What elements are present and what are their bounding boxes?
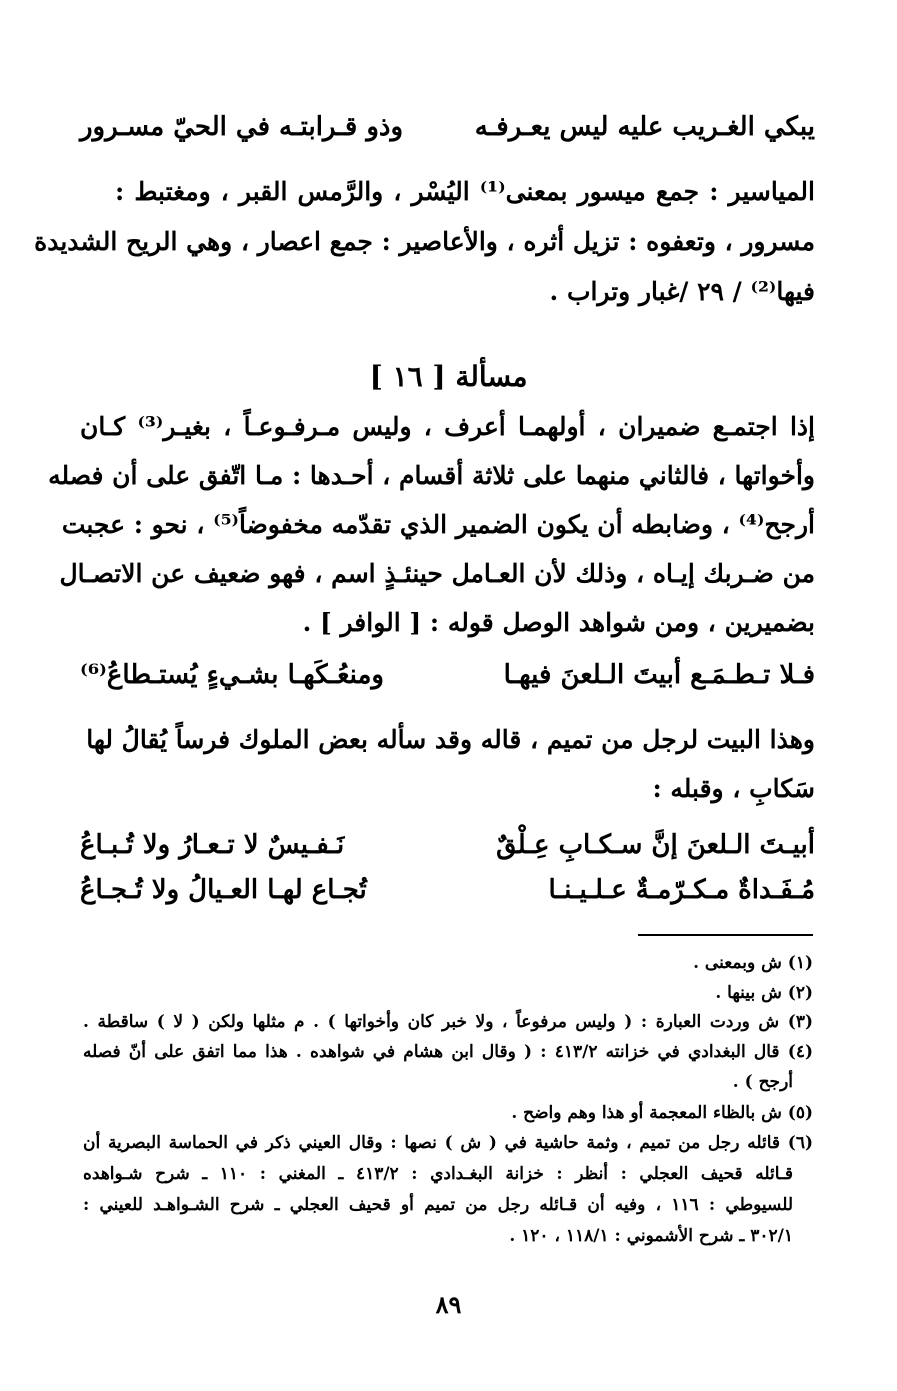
verse-top-first-hemistich: يبكي الغـريب عليه ليس يعـرفـه bbox=[474, 112, 815, 142]
verse-bottom-1-first-hemistich: أبيـتَ الـلعنَ إنَّ سـكـابِ عِـلْقٌ bbox=[496, 830, 815, 860]
verse-top-second-hemistich: وذو قـرابتـه في الحيّ مسـرور bbox=[80, 112, 404, 142]
explanation-line-1: وهذا البيت لرجل من تميم ، قاله وقد سأله بعض الملوك فرساً يُقالُ لها bbox=[86, 725, 815, 754]
verse-bottom-1-second-hemistich: نَـفـيسٌ لا تـعـارُ ولا تُـبـاعُ bbox=[80, 830, 345, 860]
paragraph-line-5: بضميرين ، ومن شواهد الوصل قوله : [ الوافر ] . bbox=[302, 608, 815, 637]
section-heading: مسألة [ ١٦ ] bbox=[369, 360, 528, 393]
footnote-3: (٣) ش وردت العبارة : ( وليس مرفوعاً ، ولا خبر كان وأخواتها ) . م مثلها ولكن ( لا ) ساقطة . bbox=[83, 1012, 813, 1032]
footnote-1: (١) ش وبمعنى . bbox=[693, 953, 813, 973]
footnote-4: (٤) قال البغدادي في خزانته ٤١٣/٢ : ( وقال ابن هشام في شواهده . هذا مما اتفق على أنّ فصله bbox=[83, 1042, 813, 1062]
gloss-line-2: مسرور ، وتعفوه : تزيل أثره ، والأعاصير : جمع اعصار ، وهي الريح الشديدة bbox=[34, 227, 815, 256]
paragraph-line-2: وأخواتها ، فالثاني منهما على ثلاثة أقسام ، أحـدها : مـا اتّفق على أن فصله bbox=[48, 461, 815, 490]
page-number: ٨٩ bbox=[435, 1290, 462, 1319]
footnote-5: (٥) ش بالظاء المعجمة أو هذا وهم واضح . bbox=[511, 1103, 813, 1123]
footnote-6-continuation-1: قـائله قحيف العجلي : أنظر : خزانة البغـدادي : ٤١٣/٢ ـ المغني : ١١٠ ـ شرح شـواهده bbox=[83, 1164, 794, 1184]
verse-middle-first-hemistich: فـلا تـطـمَـع أبيتَ الـلعنَ فيهـا bbox=[503, 660, 815, 690]
verse-middle bbox=[80, 660, 815, 690]
footnote-separator bbox=[638, 934, 813, 936]
verse-bottom-1 bbox=[80, 830, 815, 860]
footnote-2: (٢) ش بينها . bbox=[715, 983, 813, 1003]
gloss-line-3: فيها⁽²⁾ / ٢٩ /غبار وتراب . bbox=[549, 277, 815, 306]
paragraph-line-4: من ضـربك إيـاه ، وذلك لأن العـامل حينئـذٍ اسم ، فهو ضعيف عن الاتصـال bbox=[59, 559, 815, 588]
verse-middle-second-hemistich: ومنعُـكَهـا بشـيءٍ يُستـطاعُ⁽⁶⁾ bbox=[80, 660, 384, 690]
footnote-6-continuation-3: ٣٠٢/١ ـ شرح الأشموني : ١١٨/١ ، ١٢٠ . bbox=[509, 1226, 793, 1246]
explanation-line-2: سَكابِ ، وقبله : bbox=[652, 774, 815, 803]
verse-bottom-2 bbox=[80, 875, 815, 905]
footnote-4-continuation: أرجح ) . bbox=[732, 1072, 793, 1092]
gloss-line-1: المياسير : جمع ميسور بمعنى⁽¹⁾ اليُسْر ، والرَّمس القبر ، ومغتبط : bbox=[115, 177, 815, 206]
paragraph-line-3: أرجح⁽⁴⁾ ، وضابطه أن يكون الضمير الذي تقدّمه مخفوضاً⁽⁵⁾ ، نحو : عجبت bbox=[61, 510, 815, 539]
paragraph-line-1: إذا اجتمـع ضميران ، أولهمـا أعرف ، وليس مـرفـوعـاً ، بغيـر⁽³⁾ كـان bbox=[80, 412, 815, 441]
footnote-6-continuation-2: للسيوطي : ١١٦ ، وفيه أن قـائله رجل من تميم أو قحيف العجلي ـ شرح الشـواهـد للعيني : bbox=[83, 1195, 793, 1215]
footnote-6: (٦) قائله رجل من تميم ، وثمة حاشية في ( ش ) نصها : وقال العيني ذكر في الحماسة البصرية أن bbox=[83, 1133, 813, 1153]
verse-bottom-2-first-hemistich: مُـفَـداةٌ مـكـرّمـةٌ عـلـيـنـا bbox=[548, 875, 815, 905]
verse-bottom-2-second-hemistich: تُجـاع لهـا العـيالُ ولا تُـجـاعُ bbox=[80, 875, 367, 905]
verse-top bbox=[80, 112, 815, 142]
